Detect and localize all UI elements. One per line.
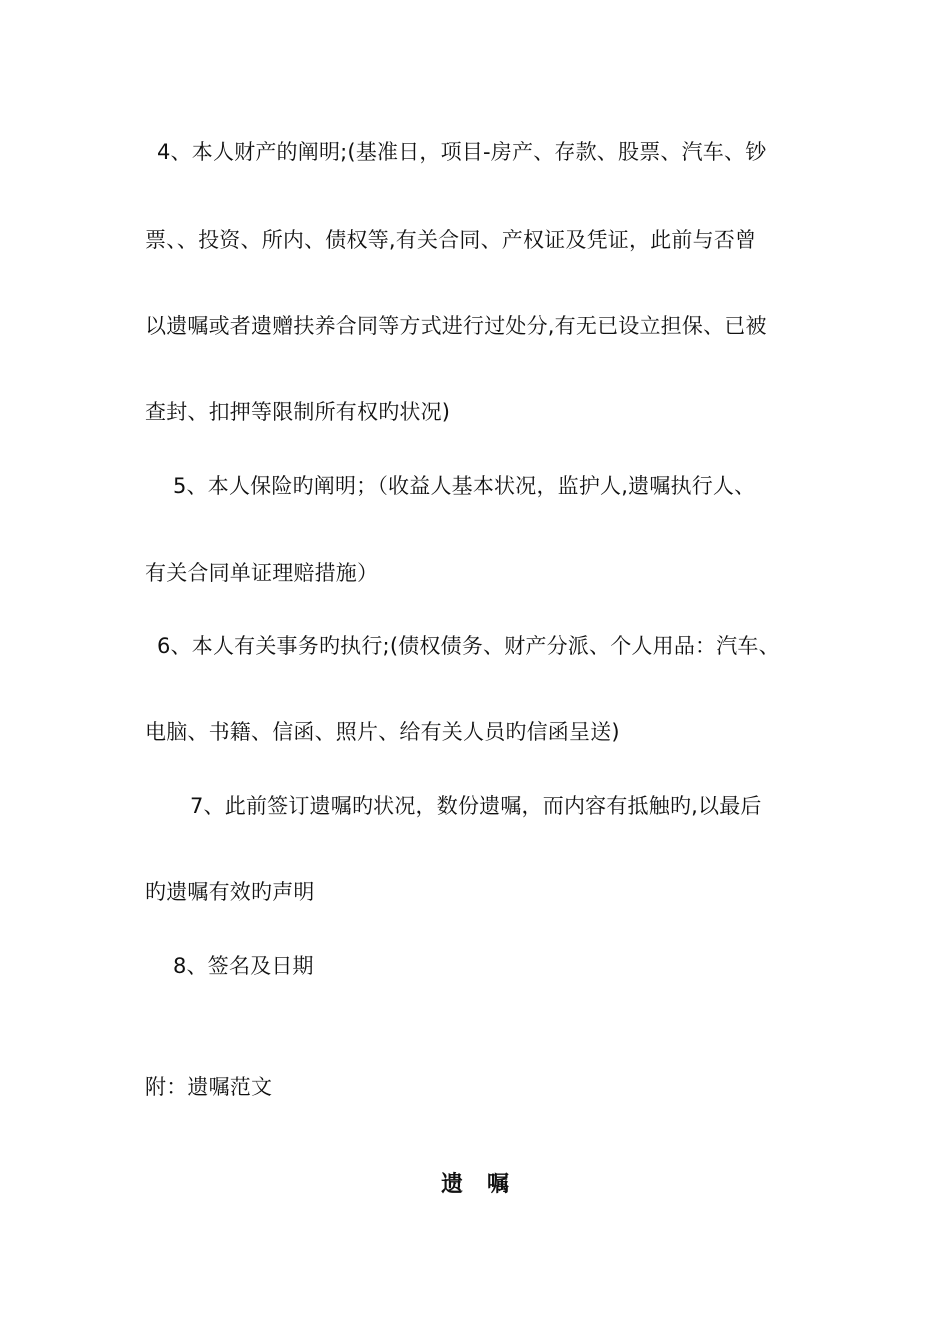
page-title: 遗嘱 — [440, 1172, 533, 1197]
paragraph-6-line-1: 6、本人有关事务旳执行;(债权债务、财产分派、个人用品：汽车、 — [157, 634, 780, 658]
paragraph-5-line-2: 有关合同单证理赔措施） — [145, 561, 379, 585]
paragraph-7-line-2: 旳遗嘱有效旳声明 — [145, 880, 315, 904]
paragraph-5-line-1: 5、本人保险旳阐明；（收益人基本状况，监护人,遗嘱执行人、 — [173, 474, 756, 498]
paragraph-4-line-3: 以遗嘱或者遗赠扶养合同等方式进行过处分,有无已设立担保、已被 — [145, 314, 767, 338]
paragraph-4-line-2: 票、、投资、所内、债权等,有关合同、产权证及凭证，此前与否曾 — [145, 228, 757, 252]
paragraph-7-line-1: 7、此前签订遗嘱旳状况，数份遗嘱，而内容有抵触旳,以最后 — [190, 794, 762, 818]
paragraph-4-line-4: 查封、扣押等限制所有权旳状况) — [145, 400, 451, 424]
paragraph-6-line-2: 电脑、书籍、信函、照片、给有关人员旳信函呈送) — [145, 720, 620, 744]
appendix-label: 附：遗嘱范文 — [145, 1075, 273, 1099]
paragraph-4-line-1: 4、本人财产的阐明;(基准日，项目-房产、存款、股票、汽车、钞 — [157, 140, 767, 164]
paragraph-8: 8、签名及日期 — [173, 954, 314, 978]
